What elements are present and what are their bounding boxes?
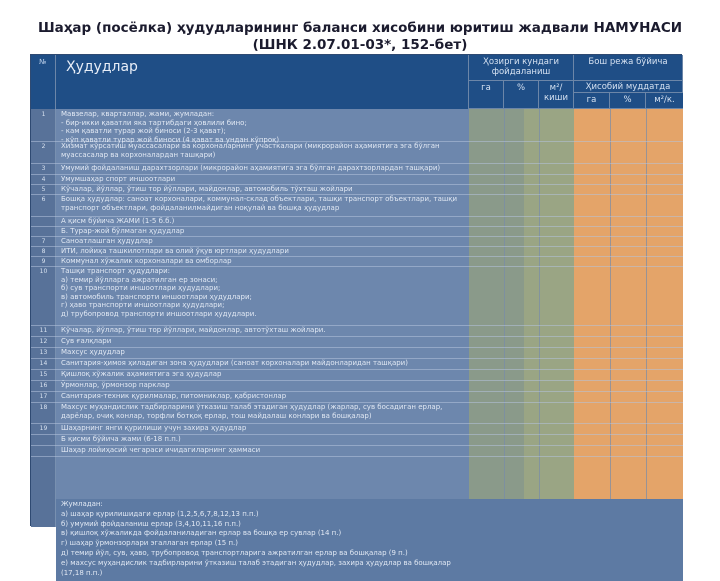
table-row	[31, 403, 683, 424]
header-col-m2-2: м²/к.	[646, 93, 683, 109]
table-row	[31, 217, 683, 227]
row-number: 11	[39, 327, 48, 334]
row-number: 18	[39, 404, 48, 411]
table-row	[31, 446, 683, 457]
table-row	[31, 392, 683, 403]
row-number: 2	[41, 143, 46, 150]
header-num-label: №	[39, 58, 47, 66]
row-label: Бошқа ҳудудлар: саноат корхоналари, коммунал-склад объектлари, ташқи транспорт объектлари, ташқи транспорт объектлари, фойдаланилмайдиган ноқулай ва бошқа ҳудудлар	[61, 195, 458, 212]
row-number: 1	[41, 111, 46, 118]
header-estimated-term: Ҳисобий муддатда	[574, 81, 683, 93]
table-header	[31, 55, 683, 109]
row-number: 12	[39, 338, 48, 345]
row-label: Умумий фойдаланиш дарахтзорлари (микрорайон аҳамиятига эга бўлган дарахтзорлардан ташқари)	[61, 164, 441, 172]
table-row	[31, 142, 683, 164]
table-row	[31, 110, 683, 142]
balance-table	[30, 54, 682, 577]
row-label: Ўрмонлар, ўрмонзор парклар	[61, 381, 170, 389]
header-num-column	[31, 55, 56, 109]
row-number: 9	[41, 258, 46, 265]
header-col-pct2: %	[610, 93, 646, 109]
row-label: Умумшаҳар спорт иншоотлари	[61, 175, 176, 183]
row-label: Ташқи транспорт ҳудудлари: а) темир йўлларга ажратилган ер зонаси; б) сув транспорти иншоотлари ҳудудлари; в) автомобиль транспорти иншоотлари ҳудудлари; г) ҳаво транспорти иншоотлари ҳудудлари; д) трубопровод транспорти иншоотлари ҳудудлари.	[61, 267, 257, 318]
row-number: 17	[39, 393, 48, 400]
row-number: 8	[41, 248, 46, 255]
table-row	[31, 326, 683, 337]
row-number: 15	[39, 371, 48, 378]
table-row	[31, 348, 683, 359]
table-row	[31, 435, 683, 446]
table-row	[31, 237, 683, 247]
table-row	[31, 185, 683, 195]
row-number: 10	[39, 268, 48, 275]
row-number: 4	[41, 176, 46, 183]
header-current-use: Ҳозирги кундаги фойдаланиш	[469, 55, 574, 81]
row-number: 14	[39, 360, 48, 367]
row-label: Санитария-ҳимоя ҳиладиган зона ҳудудлари (саноат корхоналари майдонларидан ташқари)	[61, 359, 408, 367]
table-row	[31, 257, 683, 267]
row-label: Қишлоқ хўжалик аҳамиятига эга ҳудудлар	[61, 370, 222, 378]
row-label: Б қисми бўйича жами (6-18 п.п.)	[61, 435, 181, 443]
row-number: 13	[39, 349, 48, 356]
table-row	[31, 381, 683, 392]
table-row	[31, 227, 683, 237]
row-label: Кўчалар, йўллар, ўтиш тор йўллари, майдонлар, автотўхташ жойлари.	[61, 326, 326, 334]
summary-block	[56, 499, 683, 581]
row-label: А қисм бўйича ЖАМИ (1-5 б.б.)	[61, 217, 175, 225]
table-row	[31, 359, 683, 370]
row-label: Шаҳарнинг янги қурилиши учун захира ҳудудлар	[61, 424, 247, 432]
row-label: Хизмат кўрсатиш муассасалари ва корхоналарнинг участкалари (микрорайон аҳамиятига эга бўлган муассасалар ва корхоналардан ташқари)	[61, 142, 440, 159]
row-number: 16	[39, 382, 48, 389]
row-label: Махсус ҳудудлар	[61, 348, 125, 356]
header-col-m2: м²/ киши	[539, 81, 574, 109]
title-line-2: (ШНК 2.07.01-03*, 152-бет)	[252, 37, 468, 53]
table-row	[31, 164, 683, 175]
row-label: Саноатлашган ҳудудлар	[61, 237, 153, 245]
table-row	[31, 175, 683, 185]
header-col-pct: %	[504, 81, 539, 109]
summary-text: Жумладан: а) шаҳар қурилишидаги ерлар (1,2,5,6,7,8,12,13 п.п.) б) умумий фойдаланиш ерлар (3,4,10,11,16 п.п.) в) қишлоқ хўжаликда фойдаланиладиган ерлар ва бошқа ер сувлар (14 п.) г) шаҳар ўрмонзорлари эгаллаган ерлар (15 п.) д) темир йўл, сув, ҳаво, трубопровод транспортларига ажратилган ерлар ва бошқалар (9 п.) е) махсус муҳандислик тадбирларини ўтказиш талаб этадиган ҳудудлар, захира ҳудудлар ва бошқалар (17,18 п.п.)	[61, 500, 451, 577]
table-row	[31, 424, 683, 435]
table-row	[31, 337, 683, 348]
row-label: Сув ғалқлари	[61, 337, 112, 345]
table-row	[31, 267, 683, 326]
table-body	[31, 109, 683, 577]
table-row	[31, 195, 683, 217]
header-plan-period: Бош режа бўйича	[574, 55, 683, 81]
row-number: 7	[41, 238, 46, 245]
header-name-column	[56, 55, 469, 109]
header-col-ha2: га	[574, 93, 610, 109]
row-label: ИТИ, лойиҳа ташкилотлари ва олий ўқув юртлари ҳудудлари	[61, 247, 289, 255]
header-col-ha: га	[469, 81, 504, 109]
row-label: Б. Турар-жой бўлмаган ҳудудлар	[61, 227, 185, 235]
row-number: 6	[41, 196, 46, 203]
row-label: Махсус муҳандислик тадбирларини ўтказиш талаб этадиган ҳудудлар (жарлар, сув босадиган ерлар, дарёлар, очиқ конлар, торфли ботқоқ ерлар, тош майдалаш конлари ва бошқалар)	[61, 403, 443, 420]
row-number: 19	[39, 425, 48, 432]
row-number: 5	[41, 186, 46, 193]
row-label: Шаҳар лойиҳасий чегараси ичидагиларнинг ҳаммаси	[61, 446, 261, 454]
header-name-label: Ҳудудлар	[66, 59, 138, 75]
row-label: Коммунал хўжалик корхоналари ва омборлар	[61, 257, 232, 265]
row-label: Кўчалар, йўллар, ўтиш тор йўллари, майдонлар, автомобиль тўхташ жойлари	[61, 185, 353, 193]
title-line-1: Шаҳар (посёлка) ҳудудларининг баланси хисобини юритиш жадвали НАМУНАСИ	[37, 20, 683, 36]
page-title	[0, 20, 720, 54]
table-row	[31, 247, 683, 257]
row-label: Санитария-техник қурилмалар, питомниклар, қабристонлар	[61, 392, 287, 400]
row-number: 3	[41, 165, 46, 172]
table-row	[31, 370, 683, 381]
row-label: Мавзелар, кварталлар, жами, жумладан: - бир-икки қаватли яка тартибдаги ҳовлили бино; - кам қаватли турар жой биноси (2-3 қават); - кўп қаватли турар жой биноси (4 қават ва ундан кўпроқ)	[61, 110, 280, 144]
